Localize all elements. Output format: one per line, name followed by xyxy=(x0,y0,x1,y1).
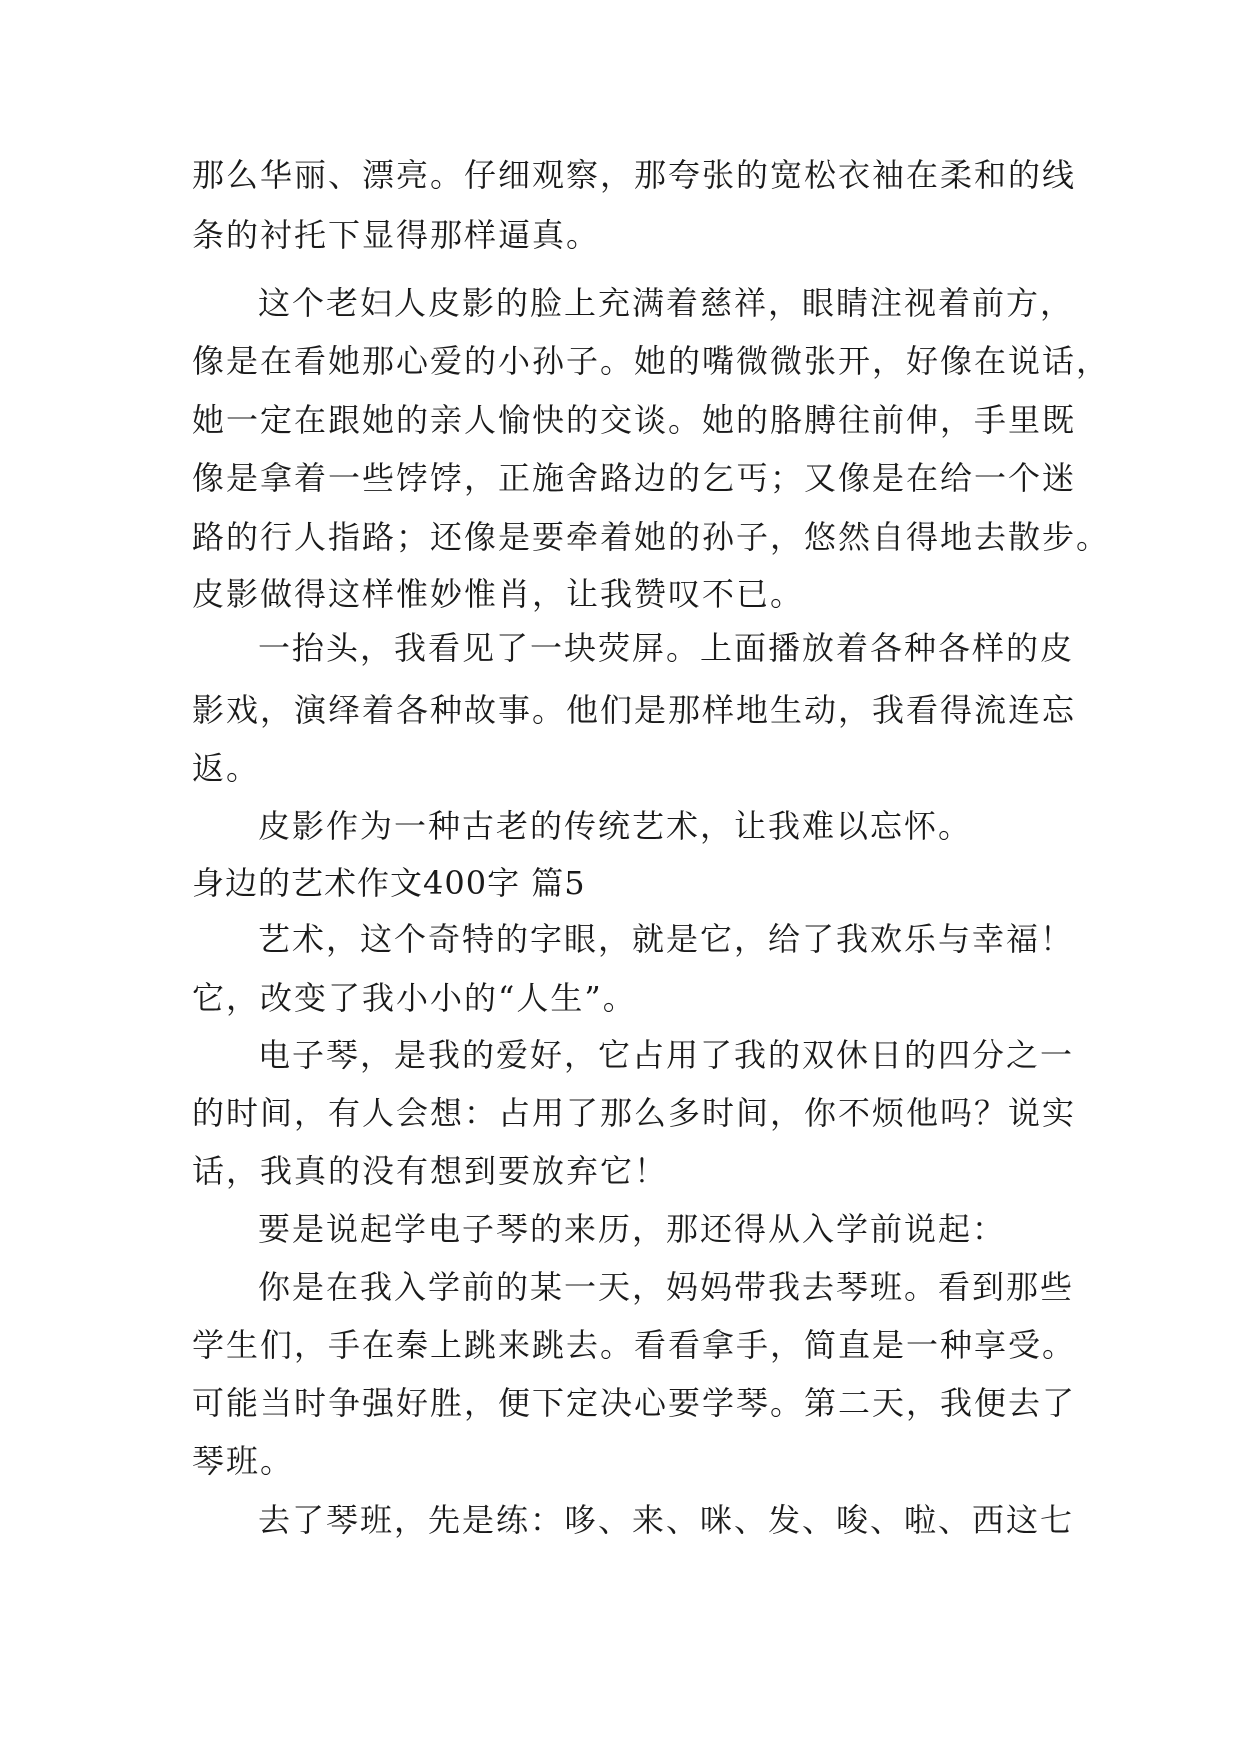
paragraph-first-line: 去了琴班，先是练：哆、来、咪、发、唆、啦、西这七 xyxy=(258,1501,1075,1539)
text-line: 它，改变了我小小的“人生”。 xyxy=(192,979,637,1017)
paragraph-first-line: 艺术，这个奇特的字眼，就是它，给了我欢乐与幸福！ xyxy=(258,920,1075,958)
section-heading: 身边的艺术作文400字 篇5 xyxy=(192,864,586,902)
text-line: 返。 xyxy=(192,749,261,787)
text-line: 那么华丽、漂亮。仔细观察，那夸张的宽松衣袖在柔和的线 xyxy=(192,156,1077,194)
text-line: 条的衬托下显得那样逼真。 xyxy=(192,216,601,254)
text-line: 路的行人指路；还像是要牵着她的孙子，悠然自得地去散步。 xyxy=(192,518,1111,556)
text-line: 皮影做得这样惟妙惟肖，让我赞叹不已。 xyxy=(192,575,805,613)
text-line: 她一定在跟她的亲人愉快的交谈。她的胳膊往前伸，手里既 xyxy=(192,401,1077,439)
text-line: 学生们，手在秦上跳来跳去。看看拿手，简直是一种享受。 xyxy=(192,1326,1077,1364)
text-line: 琴班。 xyxy=(192,1442,295,1480)
text-line: 的时间，有人会想：占用了那么多时间，你不烦他吗？说实 xyxy=(192,1094,1077,1132)
paragraph-first-line: 这个老妇人皮影的脸上充满着慈祥，眼睛注视着前方， xyxy=(258,284,1075,322)
paragraph-first-line: 皮影作为一种古老的传统艺术，让我难以忘怀。 xyxy=(258,807,973,845)
text-line: 像是在看她那心爱的小孙子。她的嘴微微张开，好像在说话， xyxy=(192,342,1111,380)
text-line: 话，我真的没有想到要放弃它！ xyxy=(192,1152,669,1190)
paragraph-first-line: 你是在我入学前的某一天，妈妈带我去琴班。看到那些 xyxy=(258,1268,1075,1306)
text-line: 影戏，演绎着各种故事。他们是那样地生动，我看得流连忘 xyxy=(192,691,1077,729)
text-line: 可能当时争强好胜，便下定决心要学琴。第二天，我便去了 xyxy=(192,1384,1077,1422)
paragraph-first-line: 一抬头，我看见了一块荧屏。上面播放着各种各样的皮 xyxy=(258,629,1075,667)
text-line: 像是拿着一些饽饽，正施舍路边的乞丐；又像是在给一个迷 xyxy=(192,459,1077,497)
paragraph-first-line: 要是说起学电子琴的来历，那还得从入学前说起： xyxy=(258,1210,1007,1248)
paragraph-first-line: 电子琴，是我的爱好，它占用了我的双休日的四分之一 xyxy=(258,1036,1075,1074)
